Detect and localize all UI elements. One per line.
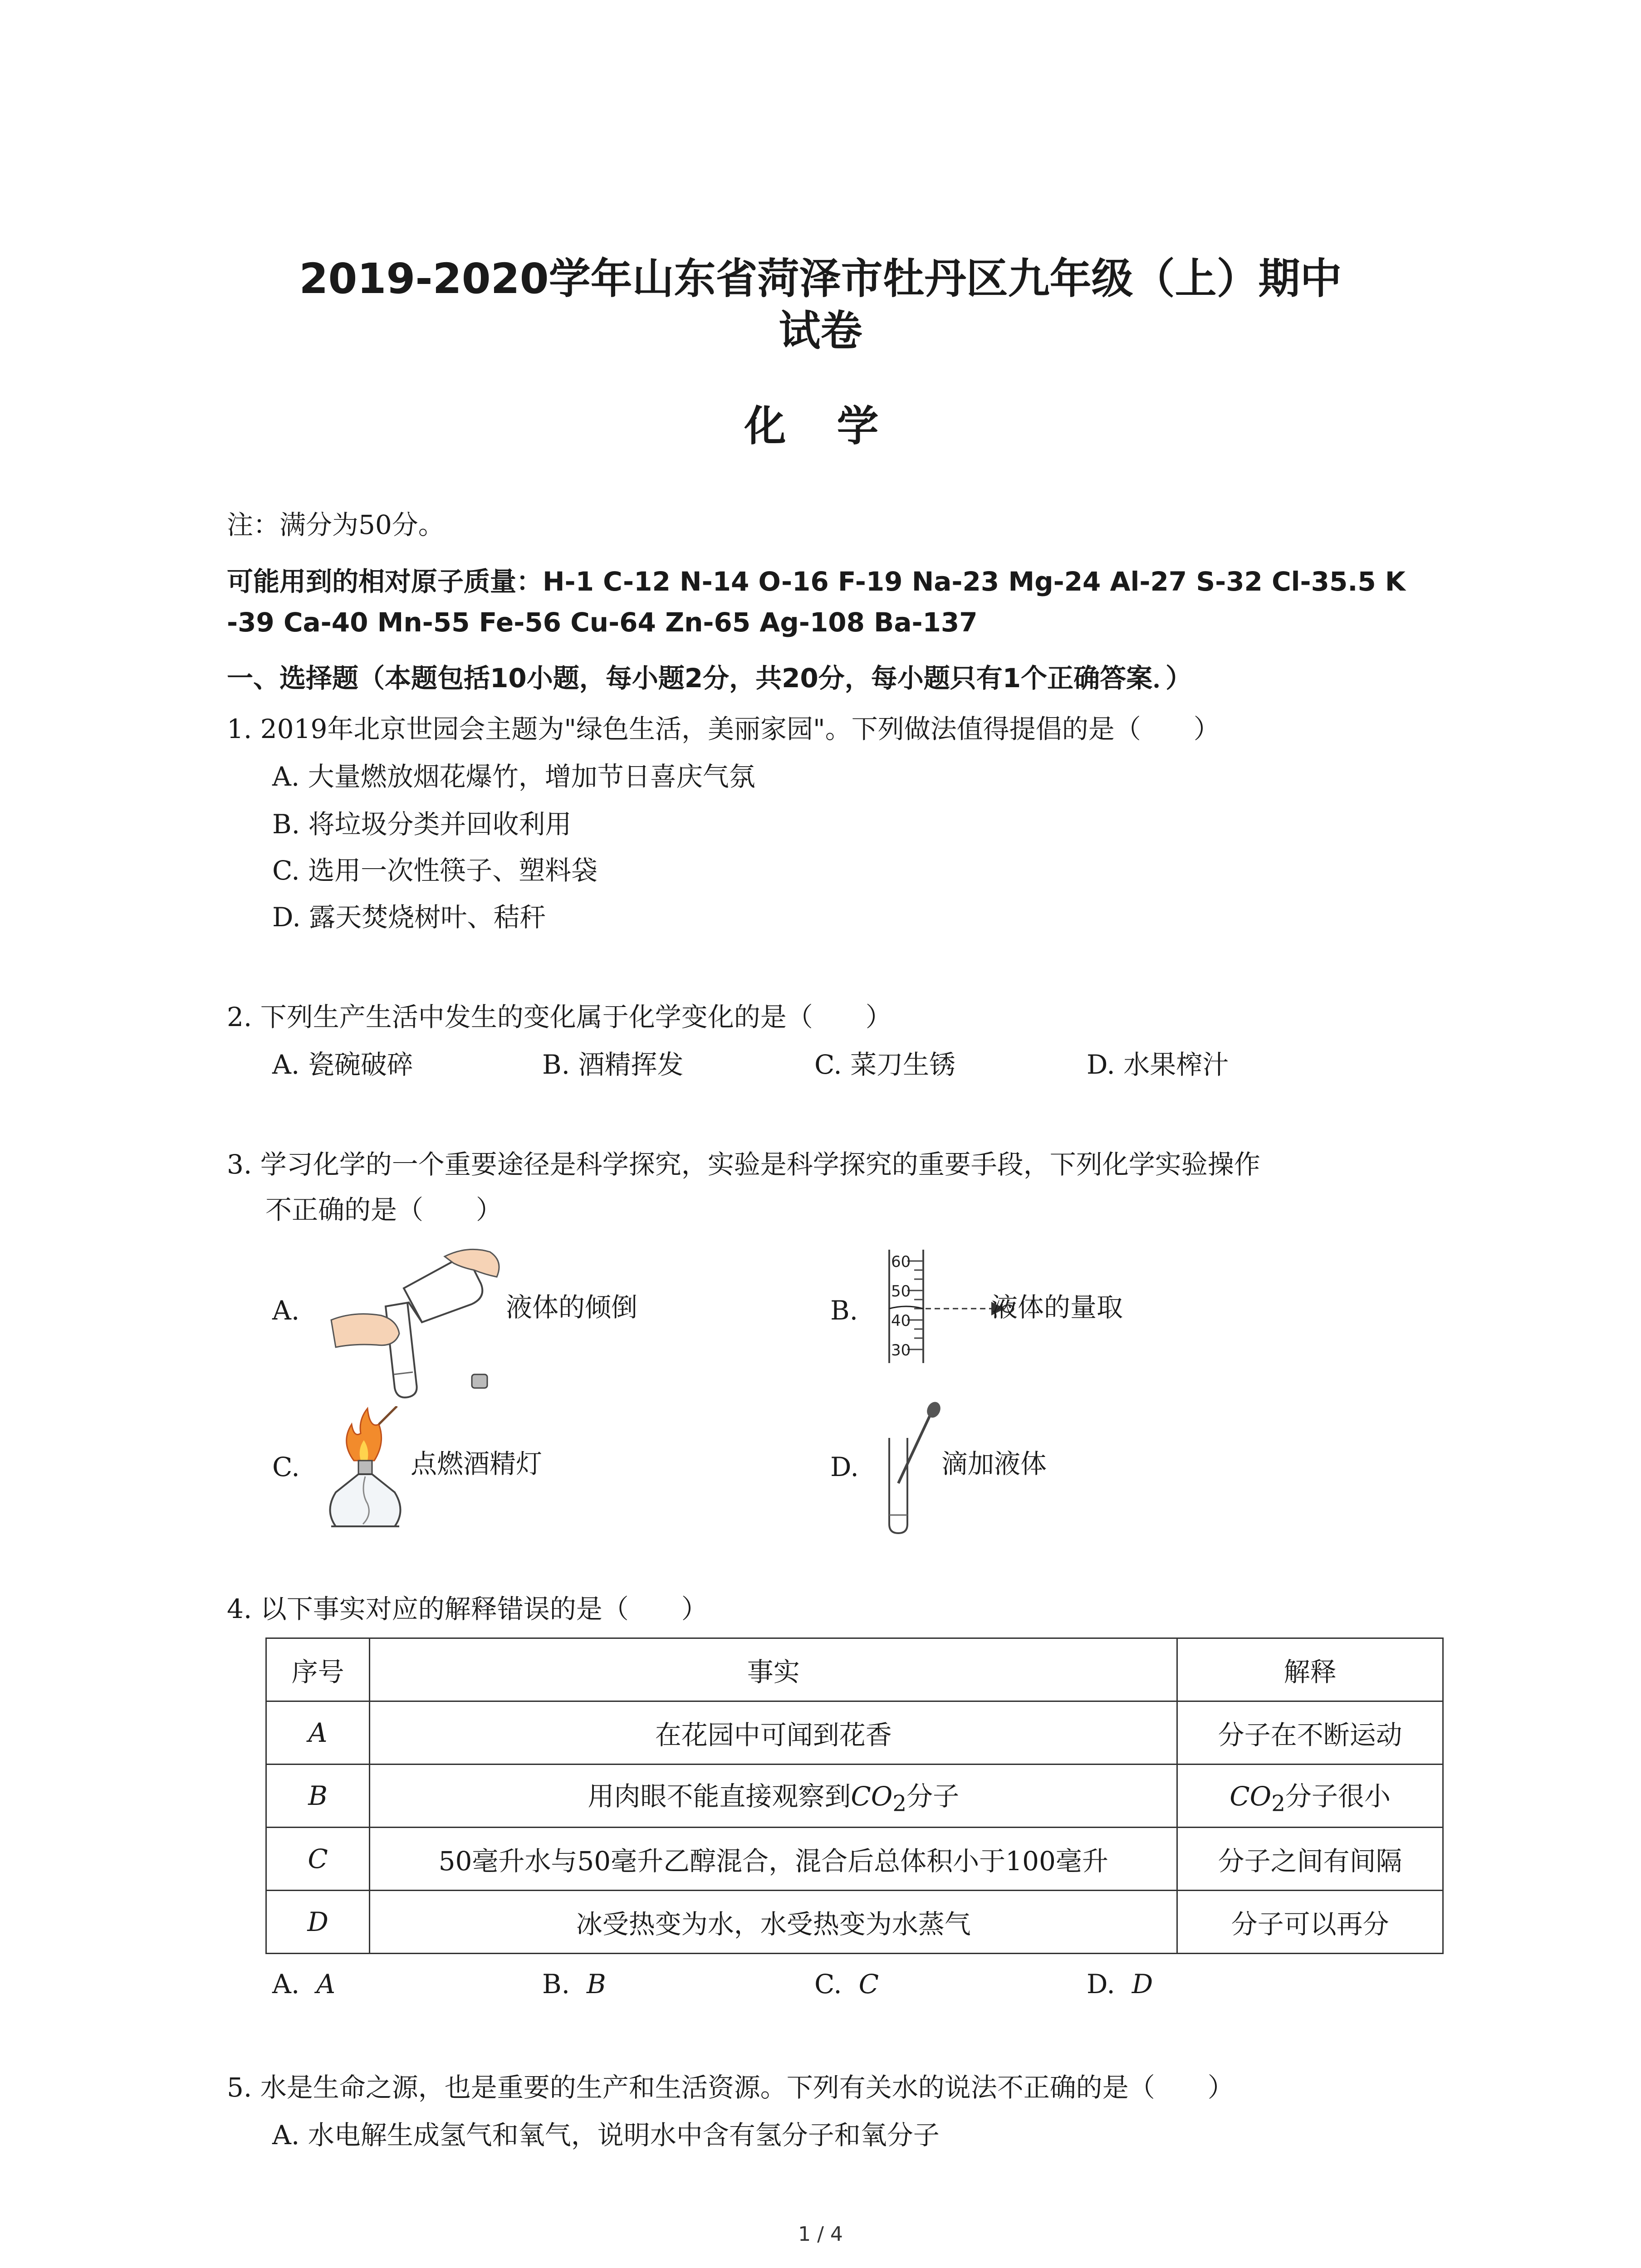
q4-table [265,1637,1444,1954]
row-fact: 50毫升水与50毫升乙醇混合，混合后总体积小于100毫升 [370,1828,1177,1891]
fact-text: 分子 [906,1781,960,1812]
alcohol-lamp-illustration [318,1406,408,1538]
q3-option-d-label: 滴加液体 [941,1448,1047,1479]
formula-co: CO [1230,1781,1272,1812]
option-value: B [586,1969,606,1999]
q2-stem: 2. 下列生产生活中发生的变化属于化学变化的是（ ） [227,1002,892,1032]
row-explanation: 分子之间有间隔 [1177,1828,1443,1891]
formula-subscript: 2 [892,1791,907,1817]
row-fact: 在花园中可闻到花香 [370,1701,1177,1765]
fact-text: 用肉眼不能直接观察到 [588,1781,851,1812]
table-header-row [266,1638,1443,1701]
exam-title-line2: 试卷 [779,307,862,355]
q3-option-d-letter: D. [830,1452,859,1482]
q4-option-b [542,1969,606,1999]
score-note: 注：满分为50分。 [227,509,445,540]
row-fact [370,1765,1177,1828]
q1-option-a: A. 大量燃放烟花爆竹，增加节日喜庆气氛 [272,761,755,792]
q1-option-b: B. 将垃圾分类并回收利用 [272,809,572,840]
explanation-text: 分子很小 [1285,1781,1391,1812]
pouring-liquid-illustration [318,1243,508,1406]
q4-option-d [1087,1969,1153,1999]
q2-option-b: B. 酒精挥发 [542,1049,684,1080]
option-letter: A. [272,1969,300,1999]
q5-option-a: A. 水电解生成氢气和氧气，说明水中含有氢分子和氧分子 [272,2120,940,2151]
q3-stem-line2: 不正确的是（ ） [265,1194,503,1225]
row-id: C [266,1828,370,1891]
q1-stem: 1. 2019年北京世园会主题为"绿色生活，美丽家园"。下列做法值得提倡的是（ ） [227,714,1220,744]
dropper-test-tube-illustration [880,1402,948,1538]
row-explanation [1177,1765,1443,1828]
q1-option-c: C. 选用一次性筷子、塑料袋 [272,855,598,886]
row-id: D [266,1891,370,1954]
section-heading: 一、选择题（本题包括10小题，每小题2分，共20分，每小题只有1个正确答案．） [227,663,1192,694]
q4-stem: 4. 以下事实对应的解释错误的是（ ） [227,1593,708,1624]
table-row [266,1891,1443,1954]
option-letter: D. [1087,1969,1115,1999]
formula-co: CO [851,1781,893,1812]
cylinder-tick-60: 60 [891,1253,911,1271]
row-explanation: 分子可以再分 [1177,1891,1443,1954]
q3-option-a-label: 液体的倾倒 [506,1292,638,1323]
q2-option-a: A. 瓷碗破碎 [272,1049,413,1080]
q2-option-d: D. 水果榨汁 [1087,1049,1229,1080]
row-id: A [266,1701,370,1765]
table-row [266,1765,1443,1828]
option-letter: B. [542,1969,570,1999]
q1-option-d: D. 露天焚烧树叶、秸秆 [272,902,546,933]
option-value: A [316,1969,336,1999]
q3-option-c-label: 点燃酒精灯 [411,1448,543,1479]
q4-option-a [272,1969,335,1999]
header-cell-fact: 事实 [370,1638,1177,1701]
formula-subscript: 2 [1271,1791,1285,1817]
table-row [266,1701,1443,1765]
q4-option-c [814,1969,879,1999]
cylinder-tick-50: 50 [891,1282,911,1300]
q3-option-b-letter: B. [830,1295,858,1326]
header-cell-explanation: 解释 [1177,1638,1443,1701]
cylinder-tick-30: 30 [891,1341,911,1359]
q3-stem-line1: 3. 学习化学的一个重要途径是科学探究，实验是科学探究的重要手段，下列化学实验操作 [227,1149,1260,1180]
option-value: D [1132,1969,1153,1999]
q3-option-c-letter: C. [272,1452,300,1482]
subject-title: 化 学 [744,402,897,450]
q2-option-c: C. 菜刀生锈 [814,1049,956,1080]
table-row [266,1828,1443,1891]
option-value: C [858,1969,879,1999]
row-fact: 冰受热变为水，水受热变为水蒸气 [370,1891,1177,1954]
cylinder-tick-40: 40 [891,1312,911,1330]
page-number: 1 / 4 [798,2223,843,2246]
atomic-masses-line1: 可能用到的相对原子质量：H-1 C-12 N-14 O-16 F-19 Na-23 Mg-24 Al-27 S-32 Cl-35.5 K [227,566,1406,597]
row-id: B [266,1765,370,1828]
row-explanation: 分子在不断运动 [1177,1701,1443,1765]
exam-title-line1: 2019-2020学年山东省菏泽市牡丹区九年级（上）期中 [299,254,1342,303]
option-letter: C. [814,1969,842,1999]
q3-option-a-letter: A. [272,1295,300,1326]
q3-option-b-label: 液体的量取 [991,1292,1123,1323]
header-cell-index: 序号 [266,1638,370,1701]
q5-stem: 5. 水是生命之源，也是重要的生产和生活资源。下列有关水的说法不正确的是（ ） [227,2072,1234,2103]
atomic-masses-line2: -39 Ca-40 Mn-55 Fe-56 Cu-64 Zn-65 Ag-108 Ba-137 [227,607,978,638]
